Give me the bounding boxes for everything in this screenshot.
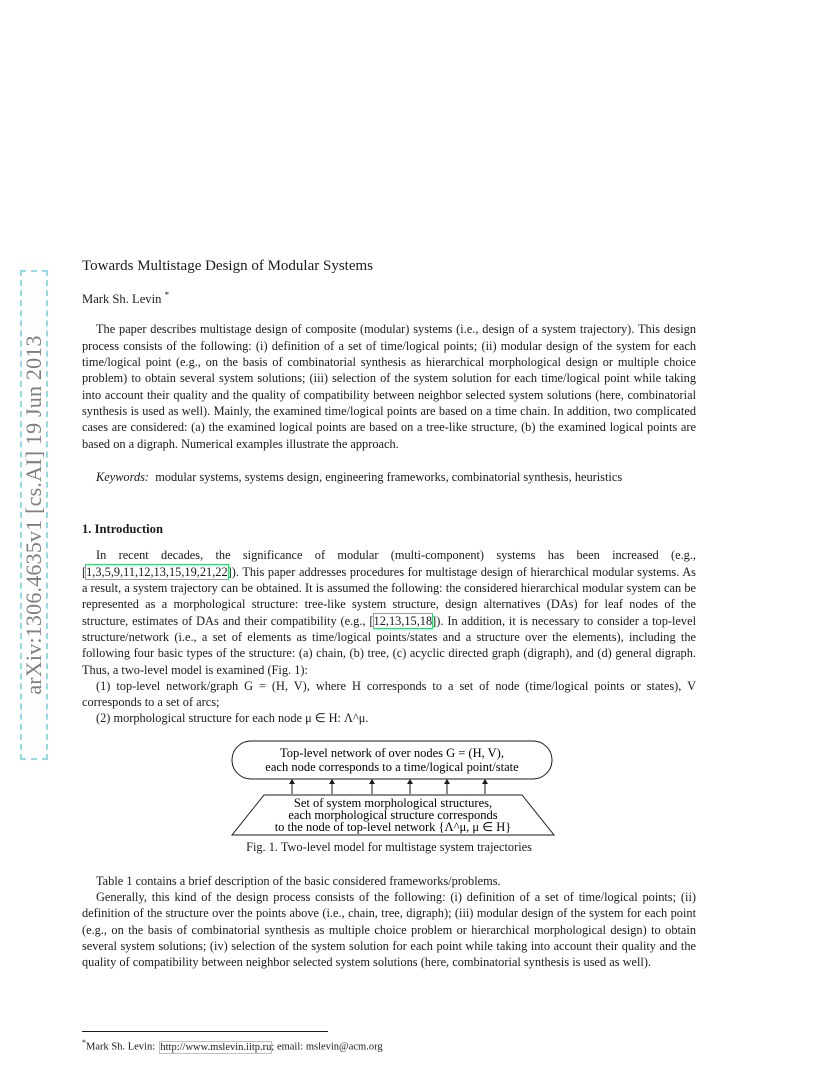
- abstract: The paper describes multistage design of composite (modular) systems (i.e., design of a system trajectory). This design process consists of the following: (i) definition of a set of time/logical points; (ii) modular design of the system for each time/logical point (e.g., on the basis of combinatorial synthesis as hierarchical morphological design or multiple choice problem) to obtain several system solutions; (iii) selection of the system solution for each time/logical point while taking into account their quality and the quality of compatibility between neighbor selected system solutions (here, combinatorial synthesis is used as well). Mainly, the examined time/logical points are based on a time chain. In addition, two complicated cases are considered: (a) the examined logical points are based on a tree-like structure, (b) the examined logical points are based on a digraph. Numerical examples illustrate the approach.: [82, 322, 696, 451]
- keywords-label: Keywords:: [96, 469, 150, 484]
- citation-link-1[interactable]: 1,3,5,9,11,12,13,15,19,21,22: [86, 564, 228, 579]
- author-homepage-link[interactable]: http://www.mslevin.iitp.ru: [160, 1041, 272, 1053]
- footnote-mark: *: [82, 1038, 86, 1047]
- bottom-box-line-3: to the node of top-level network {Λ^μ, μ ∈ H}: [274, 819, 512, 834]
- paragraph-general-process: Generally, this kind of the design process consists of the following: (i) definition of a set of time/logical points; (ii) definition of the structure over the points above (i.e., chain, tree, digraph); (iii) modular design of the system for each point (e.g., on the basis of combinatorial synthesis as multiple choice problem or hierarchical morphological design) to obtain several system solutions; (iv) selection of the system solution for each point while taking into account their quality and the quality of compatibility between neighbor selected system solutions (here, combinatorial synthesis is used as well).: [82, 890, 696, 970]
- paper-author: [82, 287, 696, 307]
- figure-1: [82, 739, 696, 869]
- arxiv-stamp-text: arXiv:1306.4635v1 [cs.AI] 19 Jun 2013: [21, 335, 46, 695]
- top-box-line-2: each node corresponds to a time/logical point/state: [265, 759, 519, 774]
- section-heading-introduction: 1. Introduction: [82, 522, 163, 537]
- footnote-email: ; email: mslevin@acm.org: [271, 1041, 383, 1053]
- bottom-box-line-1: Set of system morphological structures,: [293, 795, 493, 810]
- arrowheads-group: [289, 779, 488, 784]
- bottom-box-line-2: each morphological structure corresponds: [288, 807, 498, 822]
- intro-text-a: In recent decades, the significance of modular (multi-component) systems has been increased (e.g., [: [82, 548, 696, 579]
- citation-link-2[interactable]: 12,13,15,18: [373, 613, 433, 628]
- intro-paragraph-1: [82, 547, 696, 677]
- keywords: [82, 469, 696, 485]
- author-name: Mark Sh. Levin: [82, 292, 162, 307]
- intro-item-2: (2) morphological structure for each node μ ∈ H: Λ^μ.: [96, 711, 369, 726]
- arxiv-stamp: [20, 270, 48, 760]
- paragraph-table-intro: Table 1 contains a brief description of the basic considered frameworks/problems.: [96, 873, 501, 888]
- author-footnote-mark: *: [164, 290, 170, 300]
- intro-text-c: ]). In addition, it is necessary to consider a top-level structure/network (i.e., a set of elements as time/logical points/states and a structure over the elements), including the following four basic types of the structure: (a) chain, (b) tree, (c) acyclic directed graph (digraph), and (d) general digraph. Thus, a two-level model is examined (Fig. 1):: [82, 613, 696, 677]
- footnote: [82, 1036, 383, 1055]
- intro-item-1: (1) top-level network/graph G = (H, V), where H corresponds to a set of node (time/logical points or states), V corresponds to a set of arcs;: [82, 678, 696, 710]
- footnote-author: Mark Sh. Levin:: [86, 1041, 156, 1053]
- two-level-model-diagram: [82, 739, 696, 847]
- paper-title: Towards Multistage Design of Modular Systems: [82, 258, 374, 274]
- top-box-line-1: Top-level network of over nodes G = (H, V),: [280, 745, 504, 760]
- intro-text-b: ]). This paper addresses procedures for multistage design of hierarchical modular systems. As a result, a system trajectory can be obtained. It is assumed the following: the considered hierarchical modular system can be represented as a morphological structure: tree-like system structure, design alternatives (DAs) for leaf nodes of the structure, estimates of DAs and their compatibility (e.g., [: [82, 564, 696, 628]
- arrows-group: [292, 781, 485, 794]
- figure-caption: Fig. 1. Two-level model for multistage system trajectories: [246, 839, 532, 854]
- footnote-rule: [82, 1031, 328, 1032]
- keywords-text: modular systems, systems design, engineering frameworks, combinatorial synthesis, heuristics: [155, 469, 623, 484]
- paper-page: [82, 257, 696, 971]
